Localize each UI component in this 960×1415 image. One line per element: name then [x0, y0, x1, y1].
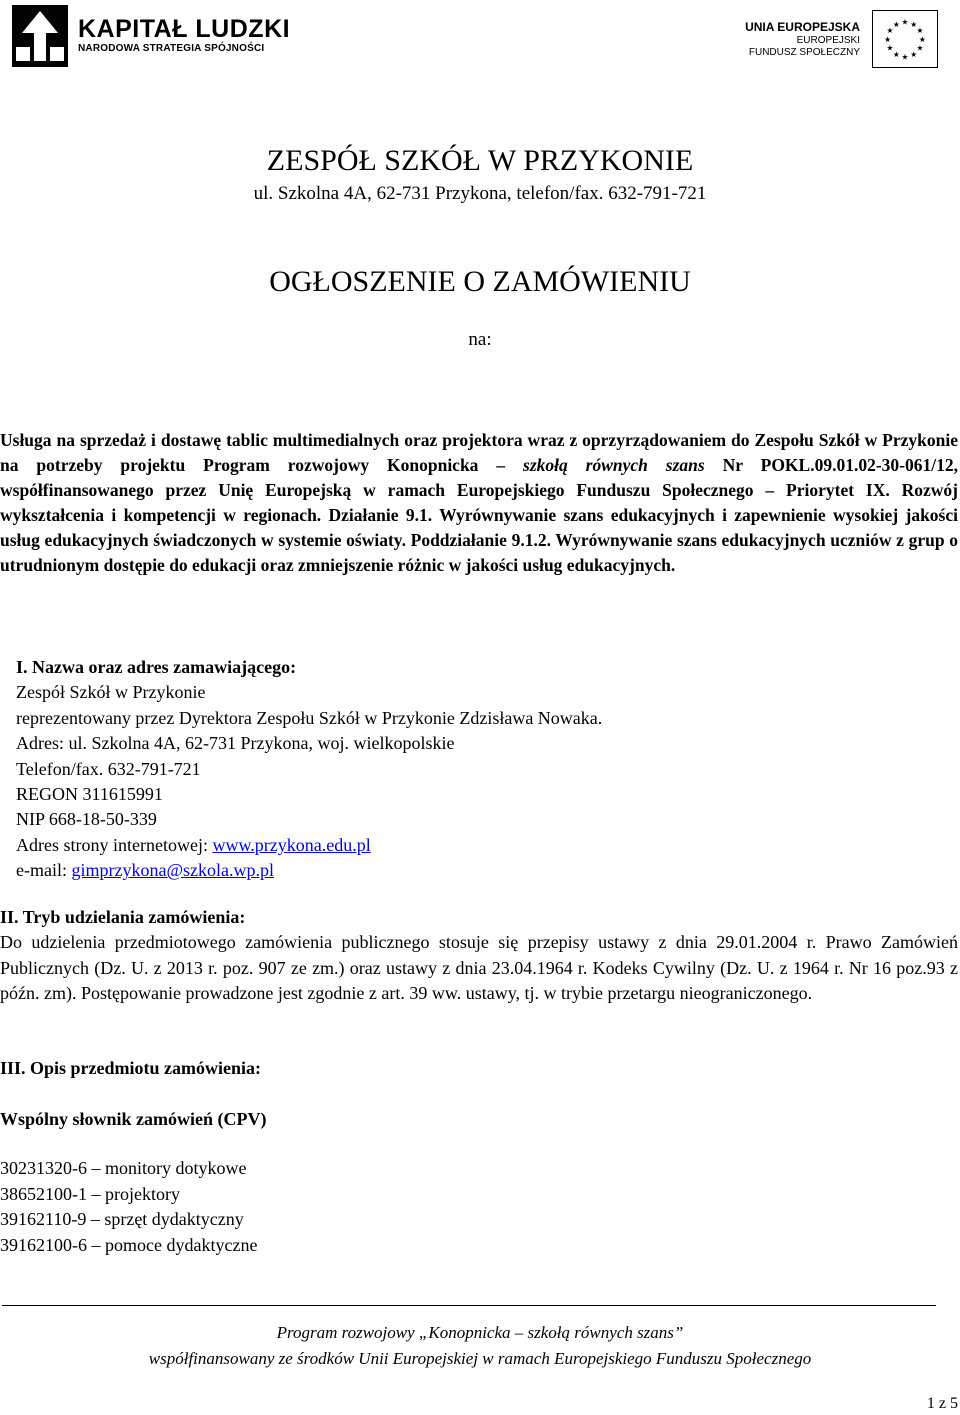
kapital-ludzki-emblem-icon — [12, 5, 68, 67]
eu-logo — [745, 10, 938, 68]
svg-text:★: ★ — [892, 49, 900, 59]
eu-logo-line2: EUROPEJSKI — [796, 34, 860, 46]
kapital-ludzki-subtitle: NARODOWA STRATEGIA SPÓJNOŚCI — [78, 43, 265, 54]
email-row — [16, 858, 602, 883]
section1-line: Telefon/fax. 632-791-721 — [16, 758, 201, 779]
page-number: 1 z 5 — [926, 1395, 958, 1412]
section1-line: NIP 668-18-50-339 — [16, 809, 157, 830]
svg-text:★: ★ — [916, 26, 924, 36]
email-label: e-mail: — [16, 860, 72, 881]
section-contracting-authority — [16, 655, 602, 884]
cpv-list — [0, 1156, 257, 1258]
website-row — [16, 833, 602, 858]
section2-heading: II. Tryb udzielania zamówienia: — [0, 907, 246, 927]
section1-line: Adres: ul. Szkolna 4A, 62-731 Przykona, woj. wielkopolskie — [16, 733, 455, 754]
section1-line: REGON 311615991 — [16, 784, 163, 805]
svg-text:★: ★ — [892, 19, 900, 29]
cpv-item: 38652100-1 – projektory — [0, 1183, 180, 1204]
svg-text:★: ★ — [886, 43, 894, 53]
cpv-item: 30231320-6 – monitory dotykowe — [0, 1158, 247, 1178]
footer-program: Program rozwojowy „Konopnicka – szkołą równych szans” — [276, 1323, 684, 1342]
footer-divider — [2, 1305, 936, 1306]
svg-text:★: ★ — [886, 26, 894, 36]
intro-italic: szkołą równych szans — [523, 455, 705, 475]
svg-text:★: ★ — [916, 43, 924, 53]
email-link[interactable]: gimprzykona@szkola.wp.pl — [71, 860, 275, 881]
cpv-item: 39162100-6 – pomoce dydaktyczne — [0, 1234, 258, 1255]
eu-logo-line1: UNIA EUROPEJSKA — [745, 19, 860, 34]
svg-text:★: ★ — [910, 19, 918, 29]
cpv-subheading: Wspólny słownik zamówień (CPV) — [0, 1109, 267, 1129]
cpv-item: 39162110-9 – sprzęt dydaktyczny — [0, 1209, 244, 1229]
announcement-title: OGŁOSZENIE O ZAMÓWIENIU — [269, 265, 691, 298]
section1-heading: I. Nazwa oraz adres zamawiającego: — [16, 657, 297, 677]
svg-text:★: ★ — [884, 34, 892, 44]
section1-line: Zespół Szkół w Przykonie — [16, 682, 206, 703]
school-name: ZESPÓŁ SZKÓŁ W PRZYKONIE — [266, 144, 694, 177]
footer-funding: współfinansowany ze środków Unii Europejskiej w ramach Europejskiego Funduszu Społecznego — [148, 1349, 812, 1368]
kapital-ludzki-title: KAPITAŁ LUDZKI — [78, 15, 291, 43]
kapital-ludzki-logo — [12, 4, 290, 68]
svg-text:★: ★ — [901, 52, 909, 62]
intro-paragraph — [0, 428, 958, 578]
svg-text:★: ★ — [918, 34, 926, 44]
section3-heading: III. Opis przedmiotu zamówienia: — [0, 1058, 261, 1078]
school-address: ul. Szkolna 4A, 62-731 Przykona, telefon/fax. 632-791-721 — [253, 183, 707, 204]
intro-part1: Usługa na sprzedaż i dostawę tablic multimedialnych oraz projektora wraz z oprzyrządowaniem do Zespołu Szkół w Przykonie na potrzeby projektu Program rozwojowy Konopnicka – — [0, 430, 958, 475]
svg-text:★: ★ — [901, 17, 909, 27]
eu-logo-line3: FUNDUSZ SPOŁECZNY — [748, 46, 860, 58]
eu-flag-icon — [872, 10, 938, 68]
website-link[interactable]: www.przykona.edu.pl — [212, 834, 371, 855]
website-label: Adres strony internetowej: — [16, 834, 213, 855]
svg-text:★: ★ — [910, 49, 918, 59]
intro-part2: Nr POKL.09.01.02-30-061/12, współfinansowanego przez Unię Europejską w ramach Europejskiego Funduszu Społecznego – Priorytet IX. Rozwój wykształcenia i kompetencji w regionach. Działanie 9.1. Wyrównywanie szans edukacyjnych i zapewnienie wysokiej jakości usług edukacyjnych świadczonych w systemie oświaty. Poddziałanie 9.1.2. Wyrównywanie szans edukacyjnych uczniów z grup o utrudnionym dostępie do edukacji oraz zmniejszenie różnic w jakości usług edukacyjnych. — [0, 455, 958, 575]
section2-text: Do udzielenia przedmiotowego zamówienia publicznego stosuje się przepisy ustawy z dnia 29.01.2004 r. Prawo Zamówień Publicznych (Dz. U. z 2013 r. poz. 907 ze zm.) oraz ustawy z dnia 23.04.1964 r. Kodeks Cywilny (Dz. U. z 1964 r. Nr 16 poz.93 z późn. zm). Postępowanie prowadzone jest zgodnie z art. 39 ww. ustawy, tj. w trybie przetargu nieograniczonego. — [0, 932, 958, 1004]
section1-line: reprezentowany przez Dyrektora Zespołu Szkół w Przykonie Zdzisława Nowaka. — [16, 707, 603, 728]
na-label: na: — [468, 329, 492, 350]
